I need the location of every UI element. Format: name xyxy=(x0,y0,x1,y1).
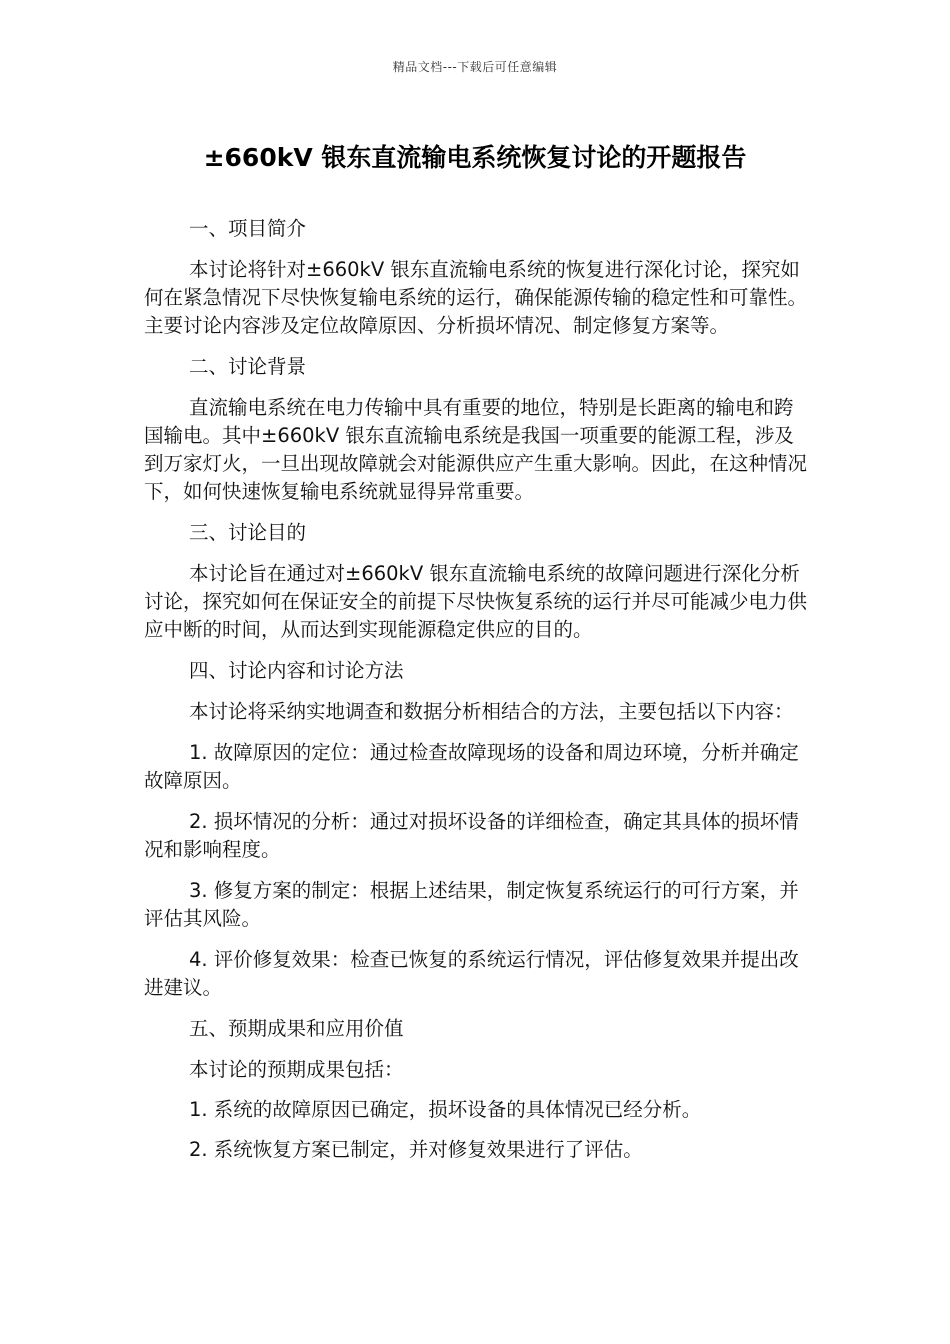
list-item: 1. 系统的故障原因已确定，损坏设备的具体情况已经分析。 xyxy=(189,1098,702,1121)
paragraph-project-intro: 本讨论将针对±660kV 银东直流输电系统的恢复进行深化讨论，探究如何在紧急情况下尽快恢复输电系统的运行，确保能源传输的稳定性和可靠性。主要讨论内容涉及定位故障原因、分析损坏情况、制定修复方案等。 xyxy=(144,258,808,337)
list-item: 2. 损坏情况的分析：通过对损坏设备的详细检查，确定其具体的损坏情况和影响程度。 xyxy=(144,810,799,861)
list-item: 1. 故障原因的定位：通过检查故障现场的设备和周边环境，分析并确定故障原因。 xyxy=(144,741,799,792)
section-heading-1: 一、项目简介 xyxy=(189,217,307,240)
section-heading-2: 二、讨论背景 xyxy=(189,355,307,378)
list-item: 2. 系统恢复方案已制定，并对修复效果进行了评估。 xyxy=(189,1138,643,1161)
section-heading-4: 四、讨论内容和讨论方法 xyxy=(189,659,404,682)
paragraph-background: 直流输电系统在电力传输中具有重要的地位，特别是长距离的输电和跨国输电。其中±660kV 银东直流输电系统是我国一项重要的能源工程，涉及到万家灯火，一旦出现故障就会对能源供应产生重大影响。因此，在这种情况下，如何快速恢复输电系统就显得异常重要。 xyxy=(144,396,808,503)
paragraph-expected-results: 本讨论的预期成果包括： xyxy=(189,1058,404,1081)
list-item: 3. 修复方案的制定：根据上述结果，制定恢复系统运行的可行方案，并评估其风险。 xyxy=(144,879,799,930)
section-heading-5: 五、预期成果和应用价值 xyxy=(189,1017,404,1040)
header-note: 精品文档---下载后可任意编辑 xyxy=(392,60,558,74)
paragraph-purpose: 本讨论旨在通过对±660kV 银东直流输电系统的故障问题进行深化分析讨论，探究如何在保证安全的前提下尽快恢复系统的运行并尽可能减少电力供应中断的时间，从而达到实现能源稳定供应的目的。 xyxy=(144,562,808,641)
document-body xyxy=(144,215,809,1176)
paragraph-methods: 本讨论将采纳实地调查和数据分析相结合的方法，主要包括以下内容： xyxy=(189,700,794,723)
section-heading-3: 三、讨论目的 xyxy=(189,521,307,544)
list-item: 4. 评价修复效果：检查已恢复的系统运行情况，评估修复效果并提出改进建议。 xyxy=(144,948,799,999)
document-title: ±660kV 银东直流输电系统恢复讨论的开题报告 xyxy=(203,143,747,172)
